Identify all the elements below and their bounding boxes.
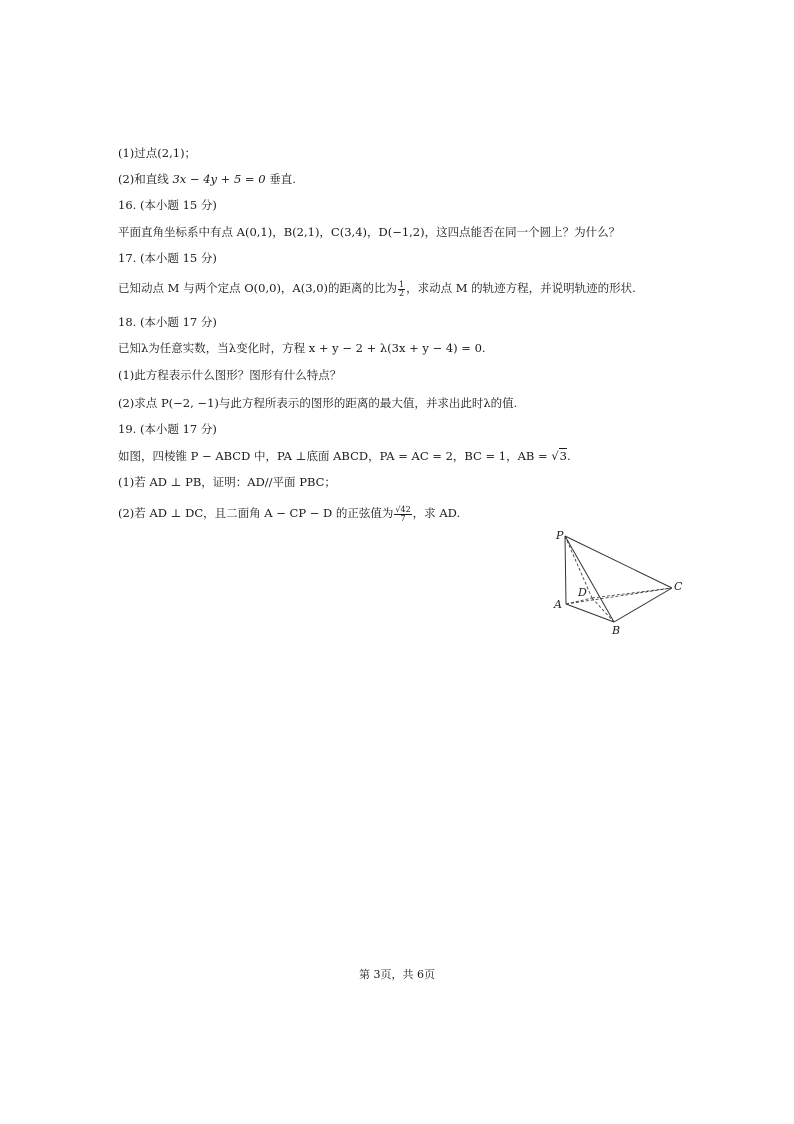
edge-PA [565, 536, 566, 604]
edge-PC [565, 536, 672, 588]
text: (2)和直线 [118, 172, 173, 186]
question-17-text [118, 280, 636, 298]
edge-PB [565, 536, 614, 622]
edge-BC [614, 588, 672, 622]
text: ，求 AD. [412, 506, 461, 520]
figure-hidden-edges [565, 536, 672, 622]
text: 已知λ为任意实数，当λ变化时，方程 x + y − 2 + λ(3x + y − 4) = 0. [118, 341, 486, 355]
question-18-heading [118, 314, 217, 330]
text: 19. (本小题 17 分) [118, 422, 217, 436]
question-18-text [118, 340, 486, 356]
pyramid-figure [550, 528, 690, 640]
question-17-heading [118, 250, 217, 266]
question-18-part-2 [118, 395, 517, 411]
label-D: D [578, 586, 587, 599]
fraction-numerator: √42 [395, 504, 411, 514]
text: 17. (本小题 15 分) [118, 251, 217, 265]
line-1 [118, 145, 196, 161]
edge-AB [566, 604, 614, 622]
text: (1)此方程表示什么图形？图形有什么特点？ [118, 368, 342, 382]
text: ，求动点 M 的轨迹方程，并说明轨迹的形状. [406, 281, 636, 295]
text: (1)若 AD ⊥ PB，证明：AD//平面 PBC； [118, 475, 336, 489]
text: 垂直. [265, 172, 296, 186]
question-19-part-1 [118, 474, 336, 490]
question-16-text [118, 224, 620, 240]
figure-edges [565, 536, 672, 622]
fraction-numerator: 1 [399, 279, 405, 289]
text: 平面直角坐标系中有点 A(0,1)，B(2,1)，C(3,4)，D(−1,2)，这四点能否在同一个圆上？为什么？ [118, 225, 621, 239]
text: (2)若 AD ⊥ DC，且二面角 A − CP − D 的正弦值为 [118, 506, 394, 520]
text: 16. (本小题 15 分) [118, 198, 217, 212]
question-19-heading [118, 421, 217, 437]
sqrt-radicand: 3 [559, 449, 567, 463]
text: 18. (本小题 17 分) [118, 315, 217, 329]
page-footer: 第 3页，共 6页 [359, 968, 435, 981]
equation: 3x − 4y + 5 = 0 [172, 172, 266, 186]
text: (2)求点 P(−2, −1)与此方程所表示的图形的距离的最大值，并求出此时λ的值. [118, 396, 518, 410]
fraction [394, 506, 411, 523]
text: 如图，四棱锥 P − ABCD 中，PA ⊥底面 ABCD，PA = AC = 2，BC = 1，AB = √ [118, 449, 559, 463]
fraction-denominator: 2 [399, 288, 405, 298]
question-18-part-1 [118, 367, 341, 383]
label-P: P [556, 529, 564, 542]
text: 已知动点 M 与两个定点 O(0,0)，A(3,0)的距离的比为 [118, 281, 397, 295]
label-A: A [554, 598, 562, 611]
fraction [398, 281, 405, 298]
label-C: C [674, 580, 683, 593]
line-2 [118, 171, 296, 187]
label-B: B [612, 624, 621, 637]
fraction-denominator: 7 [400, 513, 406, 523]
question-16-heading [118, 197, 217, 213]
question-19-part-2 [118, 505, 460, 523]
text: (1)过点(2,1)； [118, 146, 197, 160]
question-19-text [118, 448, 571, 464]
text: . [566, 449, 571, 463]
